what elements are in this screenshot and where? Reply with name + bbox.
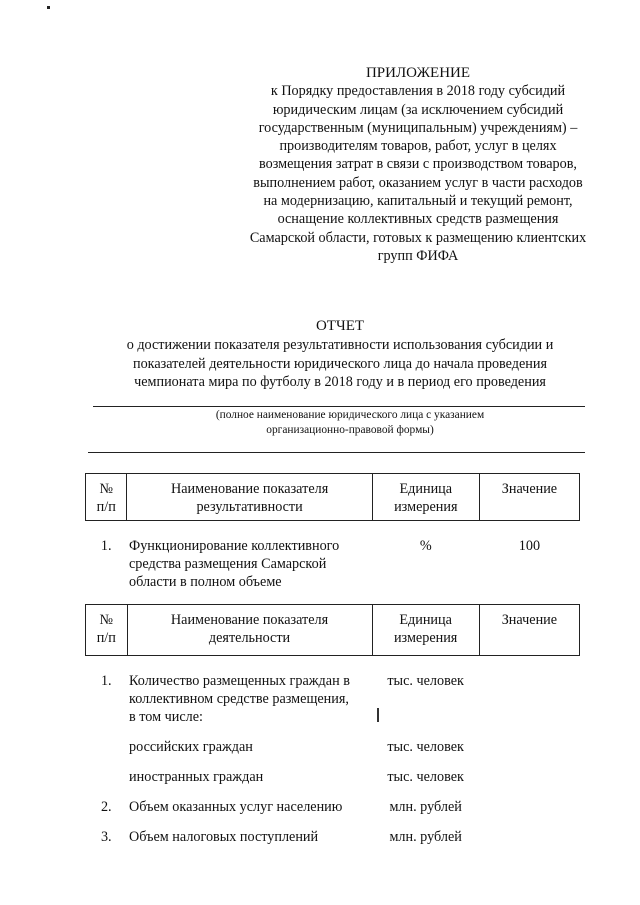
row-value xyxy=(479,816,579,846)
header-value xyxy=(479,474,579,521)
header-indicator-name xyxy=(127,605,372,656)
table-header-row xyxy=(86,605,580,656)
caption-line: (полное наименование юридического лица с указанием xyxy=(215,409,485,421)
appendix-line: к Порядку предоставления в 2018 году субсидий xyxy=(270,83,566,100)
appendix-line: на модернизацию, капитальный и текущий ремонт, xyxy=(263,193,573,210)
header-unit-line: Единица xyxy=(399,481,453,497)
header-number-line: № xyxy=(99,612,114,628)
row-indicator-name: российских граждан xyxy=(129,739,253,755)
row-value: 100 xyxy=(518,538,541,554)
header-name-line: деятельности xyxy=(208,630,291,646)
row-name-line: области в полном объеме xyxy=(128,574,282,590)
table-row xyxy=(86,521,580,592)
header-value xyxy=(479,605,579,656)
header-unit-line: измерения xyxy=(394,499,458,515)
header-number-line: п/п xyxy=(96,630,116,646)
caption-line: организационно-правовой формы) xyxy=(266,424,434,436)
table-row xyxy=(86,786,580,816)
header-number xyxy=(86,474,127,521)
row-indicator-name: Объем налоговых поступлений xyxy=(129,829,319,845)
row-unit: млн. рублей xyxy=(389,799,462,815)
header-number-line: № xyxy=(99,481,114,497)
row-number xyxy=(86,756,128,786)
header-number xyxy=(86,605,128,656)
header-number-line: п/п xyxy=(96,499,116,515)
row-indicator-name: иностранных граждан xyxy=(129,769,264,785)
row-value xyxy=(479,756,579,786)
appendix-line: Самарской области, готовых к размещению клиентских xyxy=(249,229,587,246)
appendix-line: выполнением работ, оказанием услуг в части расходов xyxy=(253,174,583,191)
row-number: 1. xyxy=(100,673,112,689)
entity-name-line xyxy=(93,406,585,407)
report-subtitle-line: чемпионата мира по футболу в 2018 году и в период его проведения xyxy=(134,374,546,390)
header-name-line: Наименование показателя xyxy=(170,612,329,628)
appendix-line: групп ФИФА xyxy=(377,247,459,264)
entity-name-caption xyxy=(150,408,550,438)
header-name-line: результативности xyxy=(196,499,303,515)
row-name-line: Количество размещенных граждан в xyxy=(129,673,350,689)
activity-indicators-table xyxy=(85,604,580,846)
row-name-line: Функционирование коллективного xyxy=(128,538,340,554)
report-title: ОТЧЕТ xyxy=(315,318,365,334)
appendix-line: производителям товаров, работ, услуг в целях xyxy=(279,138,557,155)
row-unit: % xyxy=(419,538,432,554)
row-indicator-name: Объем оказанных услуг населению xyxy=(129,799,343,815)
table-header-row xyxy=(86,474,580,521)
entity-name-line-2 xyxy=(88,452,585,453)
appendix-heading: ПРИЛОЖЕНИЕ xyxy=(365,65,471,81)
row-name-line: средства размещения Самарской xyxy=(128,556,327,572)
appendix-line: государственным (муниципальным) учреждениям) – xyxy=(258,119,578,136)
row-number: 1. xyxy=(100,538,112,554)
report-subtitle-line: о достижении показателя результативности использования субсидии и xyxy=(126,337,554,353)
header-unit xyxy=(372,605,479,656)
header-value-text: Значение xyxy=(501,481,558,497)
row-value xyxy=(479,726,579,756)
header-unit-line: измерения xyxy=(393,630,458,646)
appendix-line: оснащение коллективных средств размещения xyxy=(277,211,559,228)
row-number: 3. xyxy=(100,829,112,845)
row-unit: млн. рублей xyxy=(389,829,462,845)
row-unit: тыс. человек xyxy=(387,739,464,755)
header-unit xyxy=(372,474,479,521)
row-number xyxy=(86,726,128,756)
row-value xyxy=(479,656,579,727)
table-row xyxy=(86,726,580,756)
row-indicator-name xyxy=(127,521,372,592)
table-row xyxy=(86,816,580,846)
appendix-block xyxy=(222,64,614,265)
header-value-text: Значение xyxy=(501,612,558,628)
row-value xyxy=(479,786,579,816)
table-row xyxy=(86,656,580,727)
report-subtitle-line: показателей деятельности юридического лица до начала проведения xyxy=(132,355,548,372)
row-unit: тыс. человек xyxy=(387,673,464,689)
row-indicator-name xyxy=(127,656,372,727)
row-name-line: в том числе: xyxy=(129,709,203,725)
row-unit: тыс. человек xyxy=(387,769,464,785)
result-indicator-table xyxy=(85,473,580,591)
appendix-line: возмещения затрат в связи с производством товаров, xyxy=(259,156,577,173)
row-number: 2. xyxy=(100,799,112,815)
report-subtitle xyxy=(98,336,582,392)
text-cursor-mark xyxy=(377,708,379,722)
scan-speck xyxy=(47,6,50,9)
table-row xyxy=(86,756,580,786)
header-unit-line: Единица xyxy=(399,612,452,628)
appendix-line: юридическим лицам (за исключением субсидий xyxy=(272,101,564,118)
header-name-line: Наименование показателя xyxy=(170,481,329,497)
header-indicator-name xyxy=(127,474,372,521)
row-name-line: коллективном средстве размещения, xyxy=(129,691,349,707)
